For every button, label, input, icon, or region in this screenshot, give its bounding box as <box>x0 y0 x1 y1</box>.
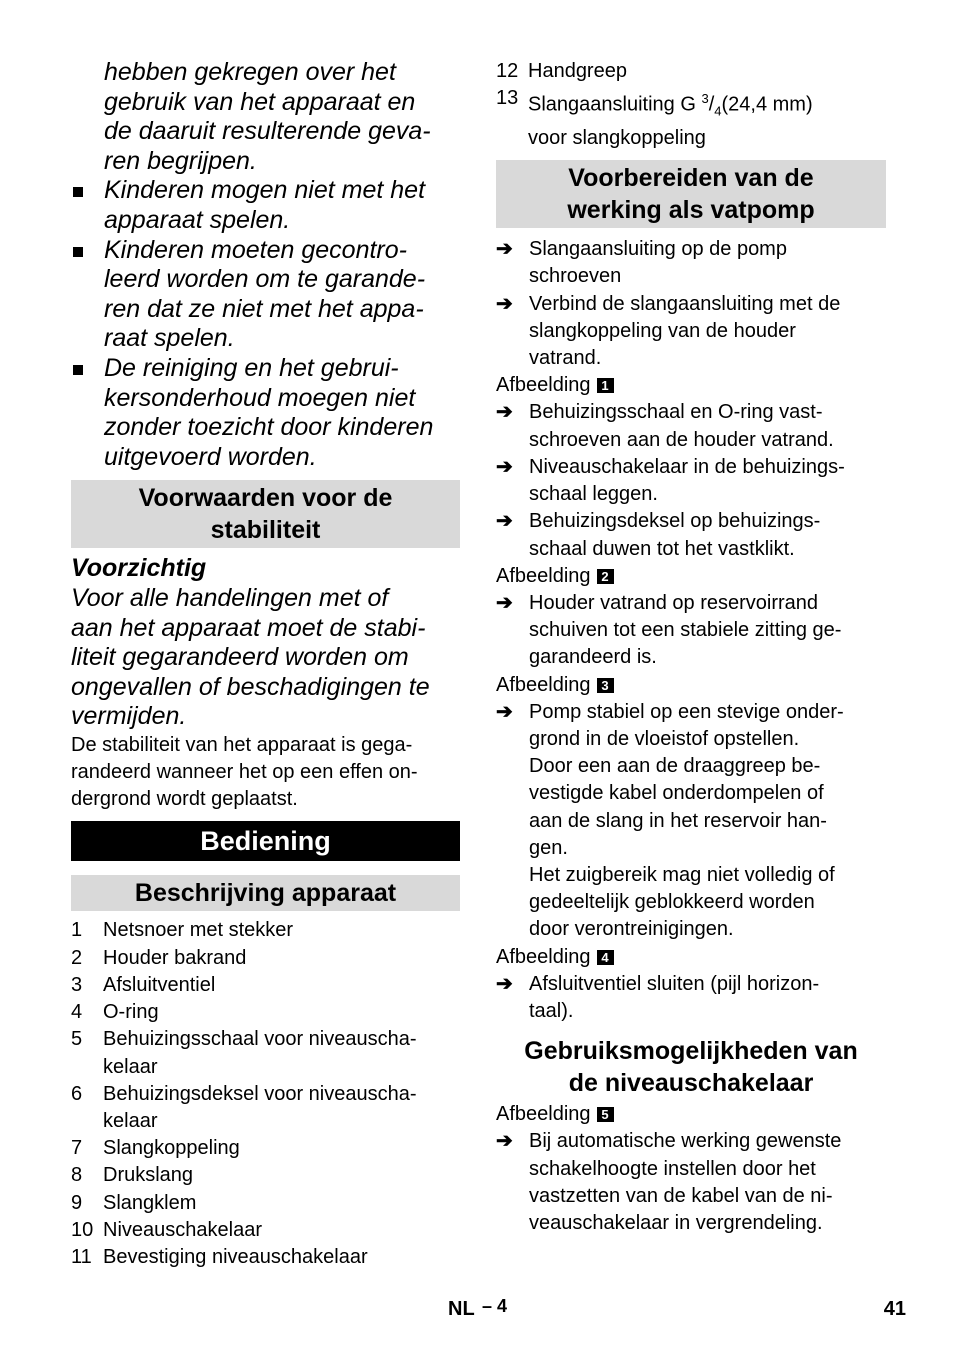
text-line: schroeven aan de houder vatrand. <box>529 428 834 451</box>
square-bullet-icon <box>73 187 83 197</box>
text-line: apparaat spelen. <box>104 205 291 234</box>
caution-block <box>71 554 460 732</box>
text-fragment: Slangaansluiting G <box>528 93 702 116</box>
list-item <box>71 1190 460 1217</box>
heading-line: Voorbereiden van de <box>568 164 814 193</box>
text-line: Kinderen moeten gecontro- <box>104 235 407 264</box>
text-line: Pomp stabiel op een stevige onder- <box>529 700 844 723</box>
list-item <box>71 1081 460 1135</box>
figure-label: Afbeelding <box>496 564 591 587</box>
text-line: schuiven tot een stabiele zitting ge- <box>529 619 842 642</box>
text-line: dergrond wordt geplaatst. <box>71 788 298 811</box>
item-text: Handgreep <box>528 60 627 82</box>
text-line: Verbind de slangaansluiting met de <box>529 292 841 315</box>
text-line: liteit gegarandeerd worden om <box>71 643 409 672</box>
list-item <box>71 1162 460 1189</box>
text-line: hebben gekregen over het <box>104 58 396 86</box>
parts-list-continued <box>496 58 886 152</box>
text-line: vermijden. <box>71 702 187 731</box>
item-number: 2 <box>71 946 83 969</box>
list-item <box>71 917 460 944</box>
item-text: Bevestiging niveauschakelaar <box>103 1245 368 1268</box>
text-line: uitgevoerd worden. <box>104 442 317 471</box>
fraction-denominator: 4 <box>714 103 722 119</box>
text-line: Niveauschakelaar in de behuizings- <box>529 455 845 478</box>
square-bullet-icon <box>73 365 83 375</box>
figure-reference <box>496 1101 886 1128</box>
text-line: De reiniging en het gebrui- <box>104 353 399 382</box>
figure-reference <box>496 944 886 971</box>
step-note <box>496 753 886 862</box>
text-line: zonder toezicht door kinderen <box>104 413 434 442</box>
text-line: vatrand. <box>529 347 602 370</box>
step-group <box>496 699 886 944</box>
item-number: 7 <box>71 1137 83 1160</box>
item-number: 3 <box>71 973 83 996</box>
text-line: De stabiliteit van het apparaat is gega- <box>71 733 413 756</box>
item-text <box>103 1026 460 1080</box>
item-text: Afsluitventiel <box>103 973 216 996</box>
figure-number-badge: 4 <box>597 950 614 965</box>
usage-heading <box>496 1035 886 1099</box>
item-number: 4 <box>71 1001 83 1024</box>
text-line <box>528 85 886 125</box>
arrow-icon: ➔ <box>496 972 513 995</box>
item-number: 9 <box>71 1191 83 1214</box>
stability-body <box>71 732 460 814</box>
text-line: vestigde kabel onderdompelen of <box>529 782 824 805</box>
arrow-icon: ➔ <box>496 700 513 723</box>
list-item <box>71 972 460 999</box>
item-text: Slangklem <box>103 1191 197 1214</box>
item-number: 1 <box>71 919 83 942</box>
text-line: voor slangkoppeling <box>528 127 706 150</box>
item-number: 8 <box>71 1164 83 1187</box>
heading-line: de niveauschakelaar <box>568 1069 814 1098</box>
text-fragment: (24,4 mm) <box>721 93 813 116</box>
stability-heading <box>71 480 460 548</box>
figure-number-badge: 5 <box>597 1107 614 1122</box>
item-text <box>103 1081 460 1135</box>
figure-reference <box>496 672 886 699</box>
item-text: Houder bakrand <box>103 946 247 969</box>
step-item <box>496 971 886 1025</box>
figure-label: Afbeelding <box>496 945 591 968</box>
item-text: Slangkoppeling <box>103 1137 240 1160</box>
text-line: kersonderhoud moegen niet <box>104 383 416 412</box>
text-line: Behuizingsdeksel op behuizings- <box>529 510 821 533</box>
list-item <box>71 1026 460 1080</box>
figure-number-badge: 1 <box>597 378 614 393</box>
footer-section-page: – 4 <box>482 1296 508 1316</box>
text-line: Bij automatische werking gewenste <box>529 1130 842 1153</box>
figure-number-badge: 3 <box>597 678 614 693</box>
arrow-icon: ➔ <box>496 1130 513 1153</box>
text-line: slangkoppeling van de houder <box>529 319 796 342</box>
arrow-icon: ➔ <box>496 510 513 533</box>
text-line: vastzetten van de kabel van de ni- <box>529 1184 833 1207</box>
bullet-item <box>71 236 460 354</box>
item-text: Netsnoer met stekker <box>103 919 294 942</box>
text-line: schroeven <box>529 265 622 288</box>
step-group <box>496 1128 886 1237</box>
figure-label: Afbeelding <box>496 673 591 696</box>
text-line: Behuizingsdeksel voor niveauscha- <box>103 1082 417 1105</box>
item-text: Niveauschakelaar <box>103 1218 262 1241</box>
footer-language: NL <box>448 1298 475 1320</box>
step-group <box>496 399 886 562</box>
text-line: gen. <box>529 836 568 859</box>
step-item <box>496 399 886 453</box>
list-item <box>71 1244 460 1271</box>
text-line: Afsluitventiel sluiten (pijl horizon- <box>529 972 820 995</box>
fraction-slash: / <box>708 93 715 116</box>
list-item <box>71 945 460 972</box>
text-line: ren dat ze niet met het appa- <box>104 294 424 323</box>
text-line: ren begrijpen. <box>104 146 257 175</box>
heading-line: stabiliteit <box>210 516 321 545</box>
step-item <box>496 1128 886 1237</box>
bullet-item <box>71 176 460 235</box>
text-line: Houder vatrand op reservoirrand <box>529 591 819 614</box>
text-line: aan de slang in het reservoir han- <box>529 809 827 832</box>
list-item <box>71 1135 460 1162</box>
text-line: Voor alle handelingen met of <box>71 583 389 612</box>
item-number: 11 <box>71 1245 92 1268</box>
step-item <box>496 508 886 562</box>
figure-reference <box>496 372 886 399</box>
step-group <box>496 971 886 1025</box>
text-line: taal). <box>529 999 574 1022</box>
arrow-icon: ➔ <box>496 292 513 315</box>
caution-title: Voorzichtig <box>71 554 207 583</box>
arrow-icon: ➔ <box>496 238 513 261</box>
step-item <box>496 236 886 290</box>
item-number: 12 <box>496 60 519 82</box>
text-line: kelaar <box>103 1109 158 1132</box>
arrow-icon: ➔ <box>496 455 513 478</box>
item-number: 5 <box>71 1028 83 1051</box>
arrow-icon: ➔ <box>496 591 513 614</box>
figure-reference <box>496 563 886 590</box>
text-line: schaal duwen tot het vastklikt. <box>529 537 795 560</box>
heading-line: werking als vatpomp <box>567 196 815 225</box>
text-line: raat spelen. <box>104 324 235 353</box>
description-heading: Beschrijving apparaat <box>71 875 460 911</box>
heading-line: Voorwaarden voor de <box>138 484 393 513</box>
list-item <box>71 999 460 1026</box>
parts-list <box>71 917 460 1271</box>
text-line: garandeerd is. <box>529 646 657 669</box>
text-line: schakelhoogte instellen door het <box>529 1157 816 1180</box>
item-number: 6 <box>71 1082 83 1105</box>
step-note <box>496 862 886 944</box>
item-text <box>528 85 886 152</box>
right-column <box>496 58 886 1237</box>
operation-heading: Bediening <box>71 821 460 861</box>
text-line: Slangaansluiting op de pomp <box>529 238 787 261</box>
figure-label: Afbeelding <box>496 374 591 397</box>
text-line: door verontreinigingen. <box>529 918 734 941</box>
fraction-numerator: 3 <box>701 91 709 107</box>
text-line: ongevallen of beschadigingen te <box>71 672 430 701</box>
page-number: 41 <box>883 1298 906 1320</box>
arrow-icon: ➔ <box>496 401 513 424</box>
text-line: kelaar <box>103 1055 158 1078</box>
text-line: Behuizingsschaal en O-ring vast- <box>529 401 823 424</box>
left-column <box>71 58 460 1271</box>
intro-continuation <box>71 58 460 176</box>
text-line: aan het apparaat moet de stabi- <box>71 613 426 642</box>
text-line: Behuizingsschaal voor niveauscha- <box>103 1028 417 1051</box>
text-line: gebruik van het apparaat en <box>104 87 416 116</box>
step-item <box>496 699 886 753</box>
text-line: leerd worden om te garande- <box>104 265 426 294</box>
list-item <box>71 1217 460 1244</box>
prep-heading <box>496 160 886 228</box>
step-item <box>496 454 886 508</box>
figure-number-badge: 2 <box>597 569 614 584</box>
heading-line: Gebruiksmogelijkheden van <box>524 1037 858 1066</box>
text-line: grond in de vloeistof opstellen. <box>529 727 800 750</box>
text-line: randeerd wanneer het op een effen on- <box>71 761 418 784</box>
text-line: Door een aan de draaggreep be- <box>529 755 821 778</box>
bullet-item <box>71 354 460 472</box>
step-group <box>496 236 886 372</box>
text-line: gedeeltelijk geblokkeerd worden <box>529 891 815 914</box>
figure-label: Afbeelding <box>496 1103 591 1126</box>
text-line: Kinderen mogen niet met het <box>104 176 426 205</box>
item-number: 13 <box>496 87 519 110</box>
list-item <box>496 58 886 85</box>
text-line: veauschakelaar in vergrendeling. <box>529 1211 823 1234</box>
text-line: Het zuigbereik mag niet volledig of <box>529 863 835 886</box>
text-line: schaal leggen. <box>529 483 658 506</box>
list-item <box>496 85 886 152</box>
item-number: 10 <box>71 1218 94 1241</box>
item-text: O-ring <box>103 1001 159 1024</box>
step-item <box>496 291 886 373</box>
square-bullet-icon <box>73 247 83 257</box>
step-group <box>496 590 886 672</box>
text-line: de daaruit resulterende geva- <box>104 117 431 146</box>
step-item <box>496 590 886 672</box>
item-text: Drukslang <box>103 1164 194 1187</box>
